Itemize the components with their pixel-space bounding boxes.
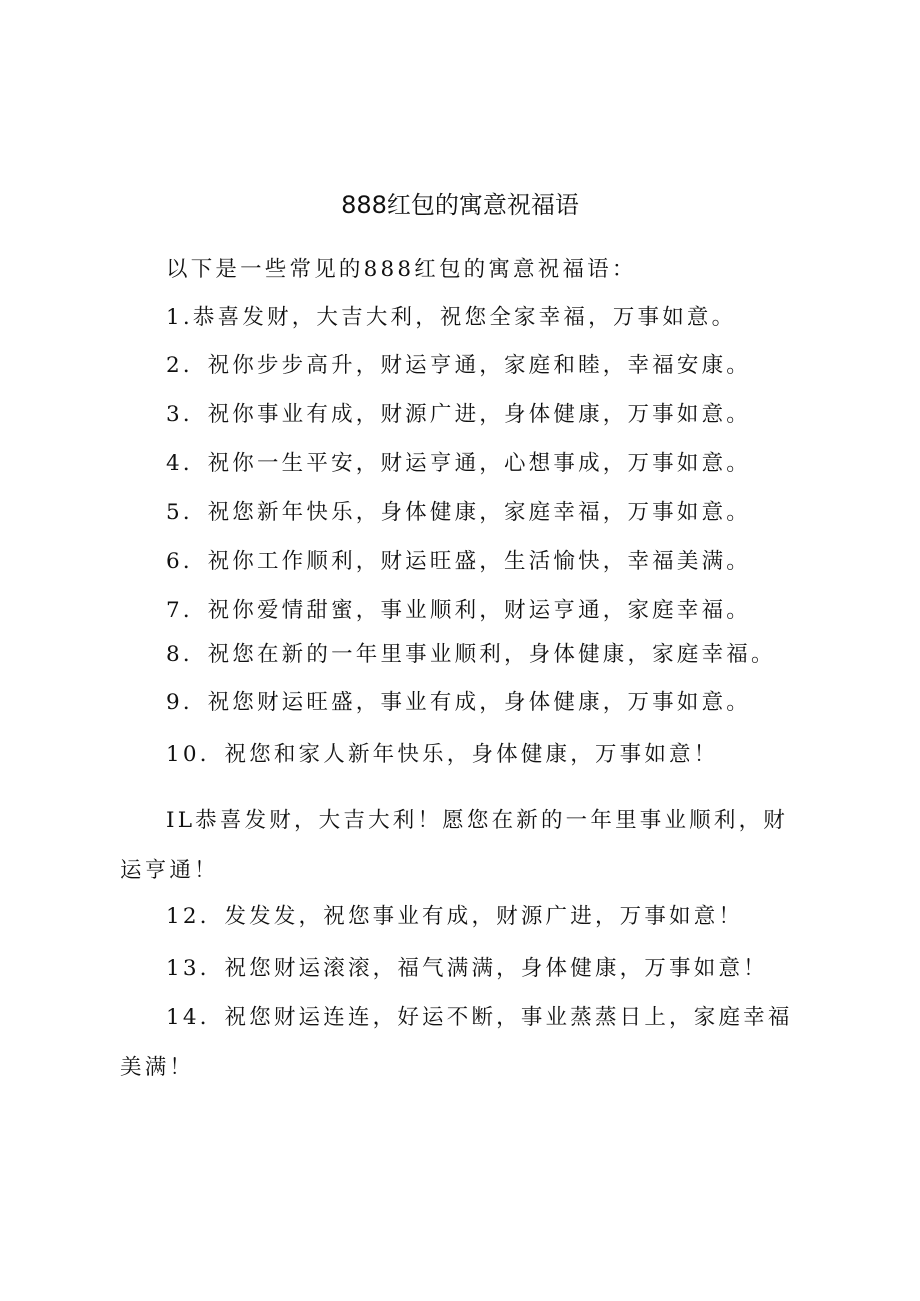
list-item: 9．祝您财运旺盛，事业有成，身体健康，万事如意。	[166, 690, 751, 715]
list-item: 12．发发发，祝您事业有成，财源广进，万事如意！	[166, 904, 744, 929]
list-item: 6．祝你工作顺利，财运旺盛，生活愉快，幸福美满。	[166, 549, 751, 574]
page-title: 888红包的寓意祝福语	[341, 191, 579, 219]
list-item: 13．祝您财运滚滚，福气满满，身体健康，万事如意！	[166, 956, 768, 981]
intro-text: 以下是一些常见的888红包的寓意祝福语：	[166, 257, 637, 282]
list-item: 3．祝你事业有成，财源广进，身体健康，万事如意。	[166, 402, 751, 427]
paragraph-item-11: IL恭喜发财，大吉大利！愿您在新的一年里事业顺利，财运亨通！	[120, 808, 788, 883]
paragraph-item-14: 14．祝您财运连连，好运不断，事业蒸蒸日上，家庭幸福美满！	[120, 1005, 793, 1080]
list-item: 5．祝您新年快乐，身体健康，家庭幸福，万事如意。	[166, 500, 751, 525]
list-item: 10．祝您和家人新年快乐，身体健康，万事如意！	[166, 742, 719, 767]
list-item: 2．祝你步步高升，财运亨通，家庭和睦，幸福安康。	[166, 353, 751, 378]
list-item: 7．祝你爱情甜蜜，事业顺利，财运亨通，家庭幸福。	[166, 598, 751, 623]
list-item: 1.恭喜发财，大吉大利，祝您全家幸福，万事如意。	[166, 305, 737, 330]
list-item: 8．祝您在新的一年里事业顺利，身体健康，家庭幸福。	[166, 642, 776, 667]
list-item: 4．祝你一生平安，财运亨通，心想事成，万事如意。	[166, 451, 751, 476]
